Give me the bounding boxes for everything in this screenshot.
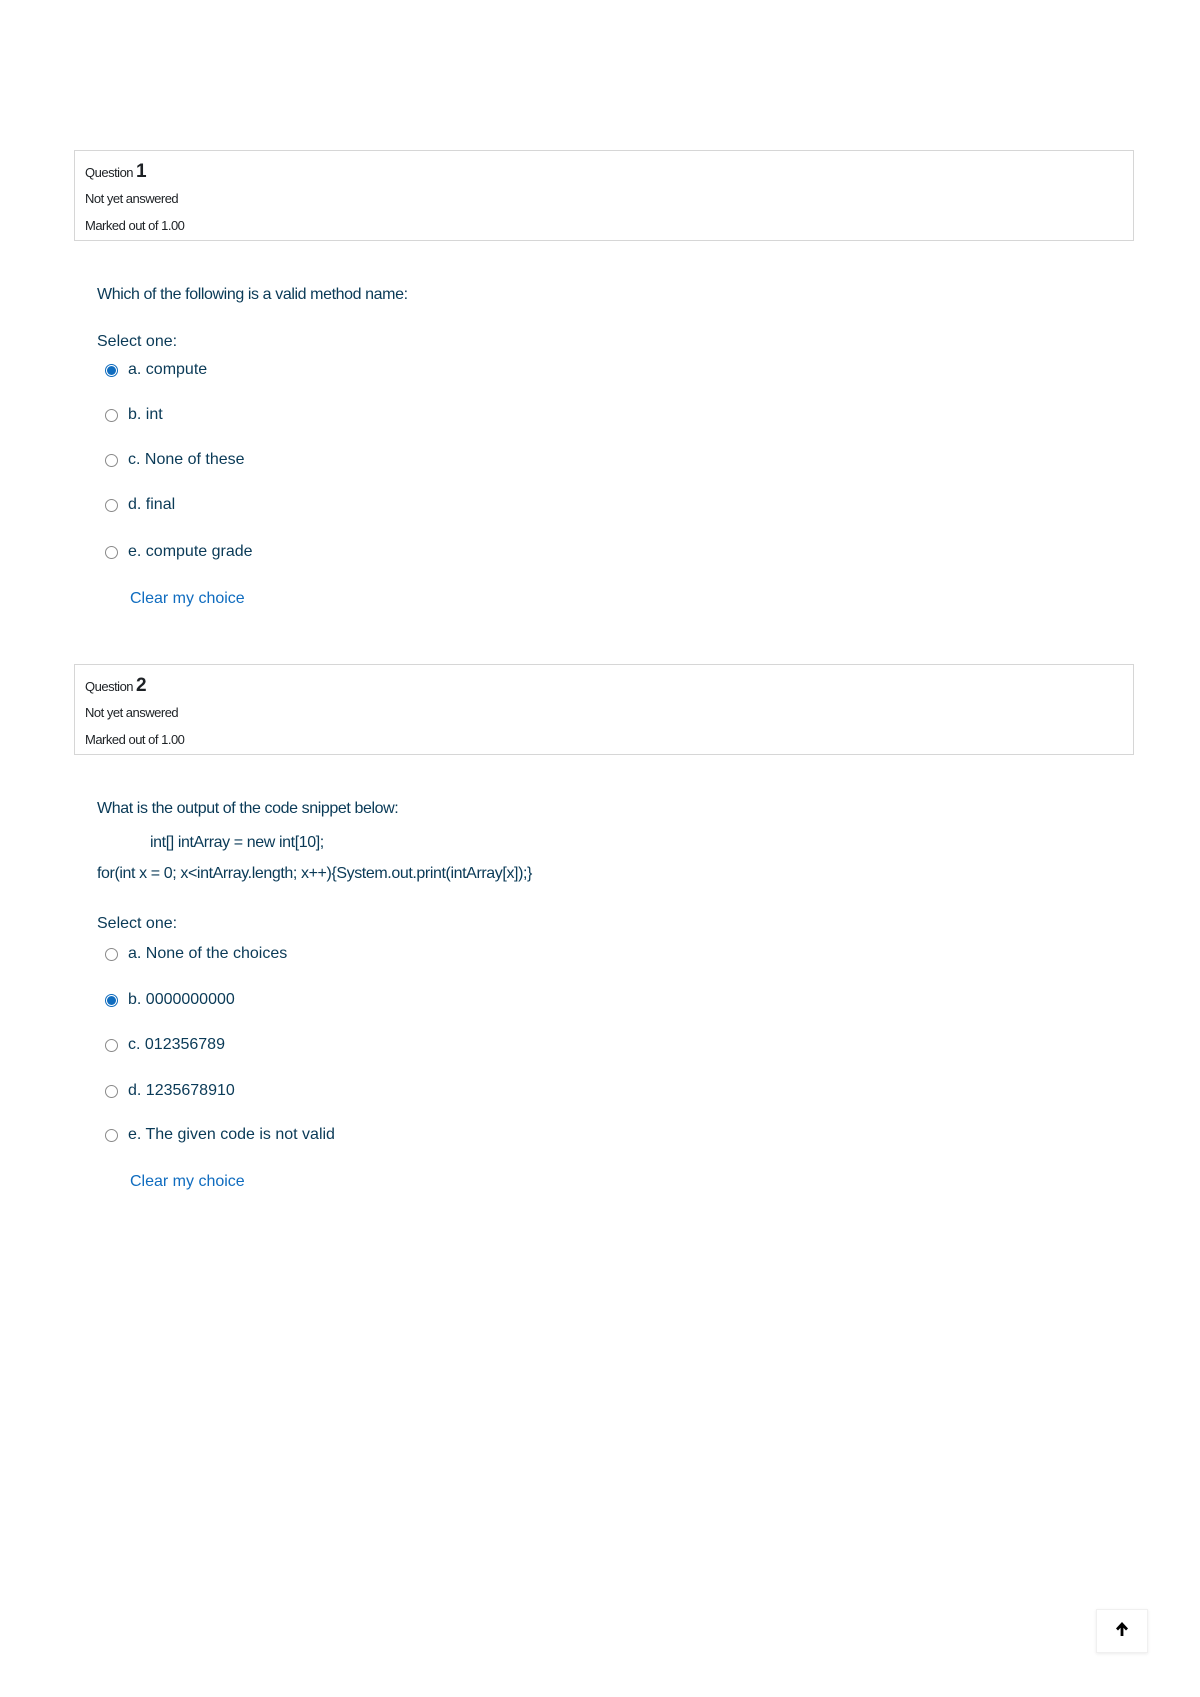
question-state: Not yet answered — [85, 191, 179, 206]
question-text: Which of the following is a valid method name: — [97, 286, 408, 303]
question-state: Not yet answered — [85, 705, 179, 720]
question-number — [85, 161, 147, 183]
radio-button[interactable] — [105, 364, 118, 377]
answer-option-b[interactable] — [105, 988, 235, 1012]
answer-option-b[interactable] — [105, 403, 163, 427]
radio-button[interactable] — [105, 1039, 118, 1052]
answer-option-c[interactable] — [105, 1033, 225, 1057]
question-grade: Marked out of 1.00 — [85, 732, 185, 747]
question-number — [85, 675, 147, 697]
clear-my-choice-link[interactable]: Clear my choice — [130, 590, 245, 607]
question-label: Question — [85, 679, 134, 694]
answer-option-d[interactable] — [105, 493, 175, 517]
question-label: Question — [85, 165, 134, 180]
answer-label: d. final — [128, 496, 176, 513]
answer-option-a[interactable] — [105, 358, 207, 382]
answer-label: e. compute grade — [128, 543, 253, 560]
radio-button[interactable] — [105, 1129, 118, 1142]
answer-option-e[interactable] — [105, 540, 253, 564]
radio-button[interactable] — [105, 499, 118, 512]
answer-option-d[interactable] — [105, 1079, 235, 1103]
answer-label: a. compute — [128, 361, 208, 378]
radio-button[interactable] — [105, 1085, 118, 1098]
question-number-value: 1 — [136, 161, 147, 182]
radio-button[interactable] — [105, 409, 118, 422]
answer-label: b. 0000000000 — [128, 991, 235, 1008]
select-one-prompt: Select one: — [97, 915, 178, 932]
clear-my-choice-link[interactable]: Clear my choice — [130, 1173, 245, 1190]
radio-button[interactable] — [105, 454, 118, 467]
radio-button[interactable] — [105, 546, 118, 559]
back-to-top-button[interactable] — [1096, 1609, 1148, 1653]
answer-label: e. The given code is not valid — [128, 1126, 335, 1143]
question-text: What is the output of the code snippet below: — [97, 800, 399, 817]
question-1-info — [74, 150, 1134, 241]
select-one-prompt: Select one: — [97, 333, 178, 350]
radio-button[interactable] — [105, 948, 118, 961]
answer-option-a[interactable] — [105, 942, 287, 966]
arrow-up-icon — [1115, 1621, 1129, 1642]
answer-option-e[interactable] — [105, 1123, 335, 1147]
answer-label: c. None of these — [128, 451, 245, 468]
question-number-value: 2 — [136, 675, 147, 696]
code-line-2: for(int x = 0; x<intArray.length; x++){System.out.print(intArray[x]);} — [97, 865, 533, 882]
question-grade: Marked out of 1.00 — [85, 218, 185, 233]
question-2-info — [74, 664, 1134, 755]
radio-button[interactable] — [105, 994, 118, 1007]
answer-label: c. 012356789 — [128, 1036, 225, 1053]
answer-label: a. None of the choices — [128, 945, 288, 962]
code-line-1: int[] intArray = new int[10]; — [150, 834, 324, 851]
answer-option-c[interactable] — [105, 448, 245, 472]
answer-label: b. int — [128, 406, 163, 423]
answer-label: d. 1235678910 — [128, 1082, 235, 1099]
